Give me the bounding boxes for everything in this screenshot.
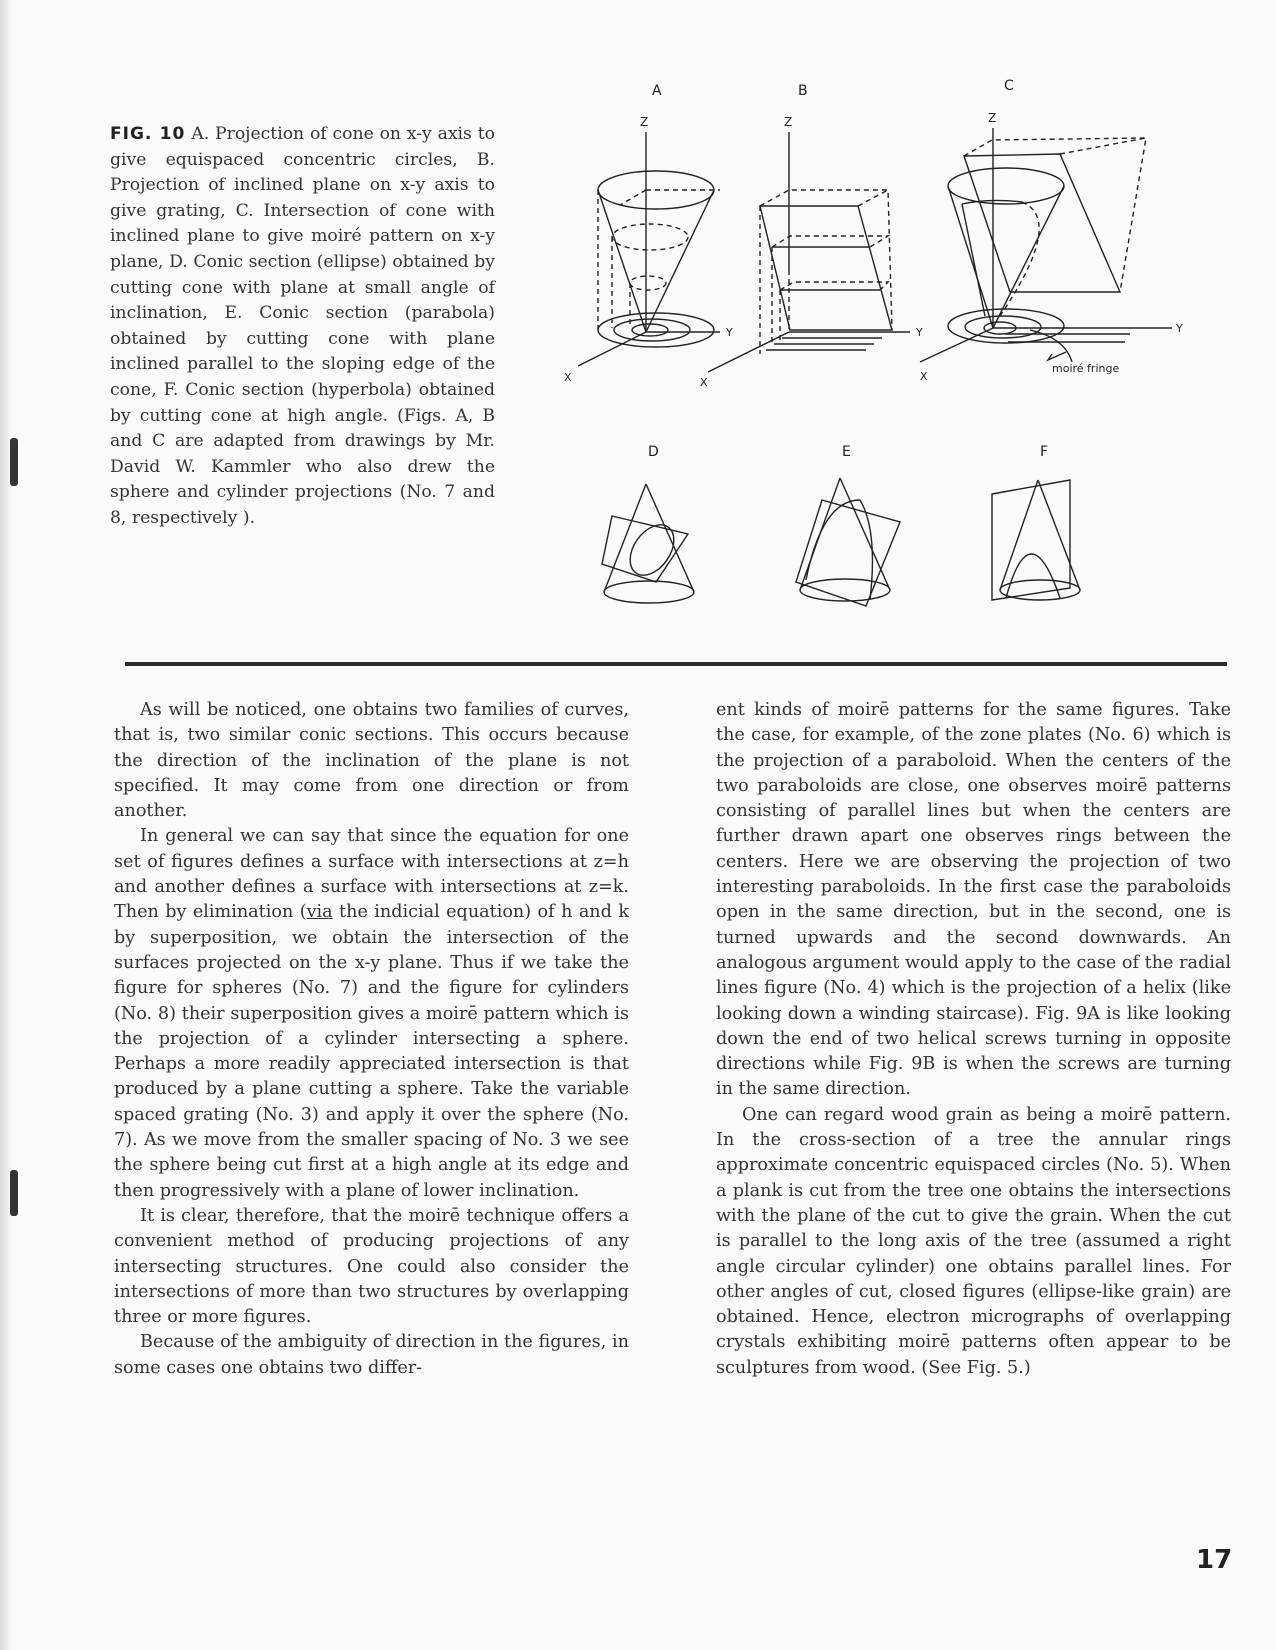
panel-label-b: B: [798, 83, 808, 99]
paragraph: As will be noticed, one obtains two families of curves, that is, two similar conic sections. This occurs because the direction of the inclination of the plane is not specified. It may come from one direction or from another.: [114, 700, 629, 822]
panel-label-c: C: [1004, 78, 1014, 94]
axis-y-label: Y: [1176, 322, 1183, 335]
panel-label-f: F: [1040, 444, 1049, 460]
paragraph: In general we can say that since the equation for one set of figures defines a surface with intersections at z=h and another defines a surface with intersections at z=k. Then by elimination (via the indicial equation) of h and k by superposition, we obtain the intersection of the surfaces projected on the x-y plane. Thus if we take the figure for spheres (No. 7) and the figure for cylinders (No. 8) their superposition gives a moirē pattern which is the projection of a cylinder intersecting a sphere. Perhaps a more readily appreciated intersection is that produced by a plane cutting a sphere. Take the variable spaced grating (No. 3) and apply it over the sphere (No. 7). As we move from the smaller spacing of No. 3 we see the sphere being cut first at a high angle at its edge and then progressively with a plane of lower inclination.: [114, 826, 629, 1201]
axis-z-label: Z: [784, 115, 793, 129]
paragraph: Because of the ambiguity of direction in the figures, in some cases one obtains two differ-: [114, 1332, 629, 1378]
panel-label-d: D: [648, 444, 659, 460]
axis-y-label: Y: [916, 326, 923, 339]
body-column-right: [716, 698, 1231, 1381]
body-column-left: [114, 698, 629, 1381]
axis-y-label: Y: [726, 326, 733, 339]
panel-label-a: A: [652, 83, 662, 99]
figure-10-diagram: [560, 70, 1240, 630]
figure-label: FIG. 10: [110, 124, 186, 144]
moire-fringe-annotation: moiré fringe: [1052, 362, 1120, 375]
axis-z-label: Z: [640, 115, 649, 129]
axis-x-label: X: [920, 370, 928, 383]
binder-hole-mark: [10, 1170, 18, 1216]
section-divider: [125, 662, 1227, 666]
figure-caption: [110, 122, 495, 532]
paragraph: One can regard wood grain as being a moirē pattern. In the cross-section of a tree the annular rings approximate concentric equispaced circles (No. 5). When a plank is cut from the tree one obtains the intersections with the plane of the cut to give the grain. When the cut is parallel to the long axis of the tree (assumed a right angle circular cylinder) one obtains parallel lines. For other angles of cut, closed figures (ellipse-like grain) are obtained. Hence, electron micrographs of overlapping crystals exhibiting moirē patterns often appear to be sculptures from wood. (See Fig. 5.): [716, 1104, 1231, 1378]
emphasis-via: via: [306, 902, 333, 923]
page-number: 17: [1196, 1545, 1233, 1575]
paragraph: ent kinds of moirē patterns for the same figures. Take the case, for example, of the zone plates (No. 6) which is the projection of a paraboloid. When the centers of the two paraboloids are close, one observes moirē patterns consisting of parallel lines but when the centers are further drawn apart one observes rings between the centers. Here we are observing the projection of two interesting paraboloids. In the first case the paraboloids open in the same direction, but in the second, one is turned upwards and the second downwards. An analogous argument would apply to the case of the radial lines figure (No. 4) which is the projection of a helix (like looking down a winding staircase). Fig. 9A is like looking down the end of two helical screws turning in opposite directions while Fig. 9B is when the screws are turning in the same direction.: [716, 700, 1231, 1100]
page-edge-shadow: [0, 0, 12, 1650]
axis-z-label: Z: [988, 111, 997, 125]
axis-x-label: X: [700, 376, 708, 389]
axis-x-label: X: [564, 371, 572, 384]
panel-label-e: E: [842, 444, 851, 460]
paragraph: It is clear, therefore, that the moirē technique offers a convenient method of producing projections of any intersecting structures. One could also consider the intersections of more than two structures by overlapping three or more figures.: [114, 1205, 629, 1328]
caption-text: A. Projection of cone on x-y axis to give equispaced concentric circles, B. Projection of inclined plane on x-y axis to give grating, C. Intersection of cone with inclined plane to give moiré pattern on x-y plane, D. Conic section (ellipse) obtained by cutting cone with plane at small angle of inclination, E. Conic section (parabola) obtained by cutting cone with plane inclined parallel to the sloping edge of the cone, F. Conic section (hyperbola) obtained by cutting cone at high angle. (Figs. A, B and C are adapted from drawings by Mr. David W. Kammler who also drew the sphere and cylinder projections (No. 7 and 8, respectively ).: [110, 124, 495, 528]
binder-hole-mark: [10, 438, 18, 486]
